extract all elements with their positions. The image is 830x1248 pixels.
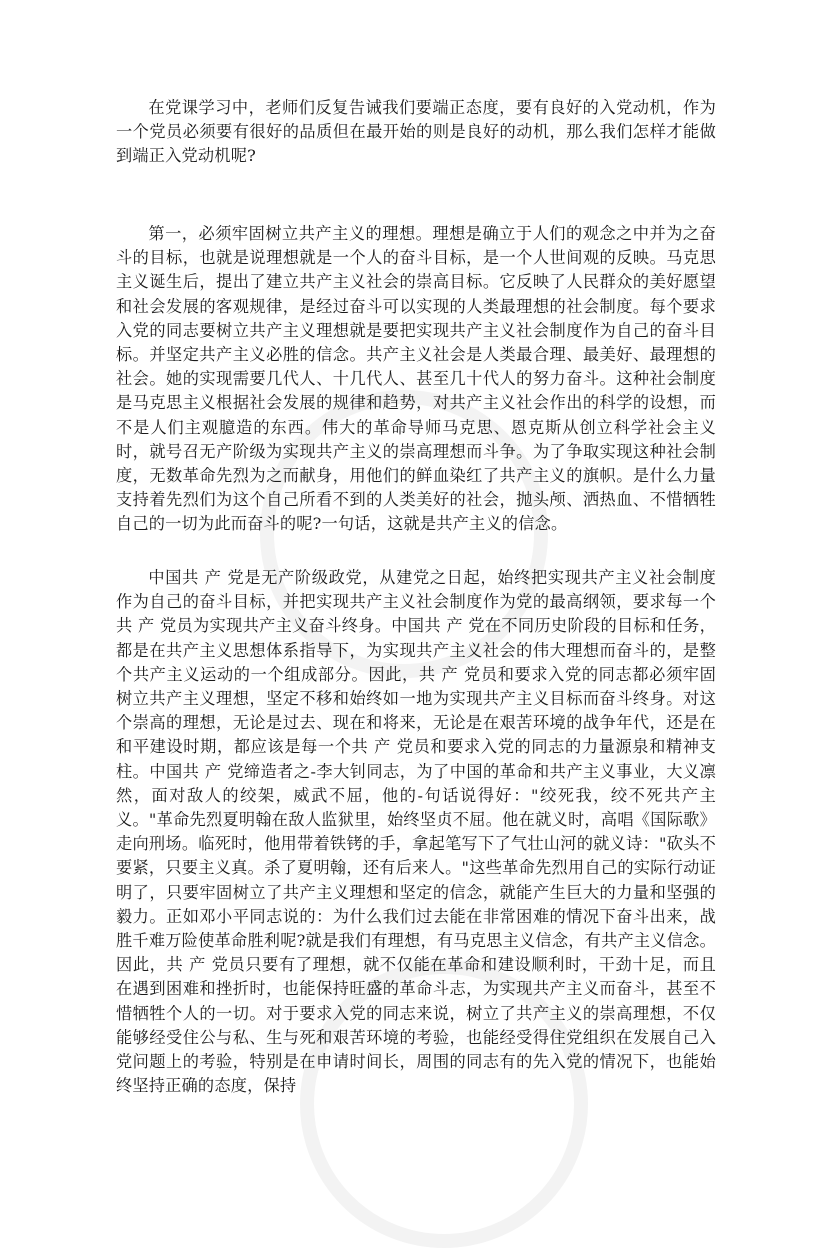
paragraph-party-goal: 中国共 产 党是无产阶级政党，从建党之日起，始终把实现共产主义社会制度作为自己的奋斗目标，并把实现共产主义社会制度作为党的最高纲领，要求每一个共 产 党员为实现共产主义奋斗终身。中国共 产 党在不同历史阶段的目标和任务，都是在共产主义思想体系指导下，为实现共产主义社会的伟大理想而奋斗的，是整个共产主义运动的一个组成部分。因此，共 产 党员和要求入党的同志都必须牢固树立共产主义理想，坚定不移和始终如一地为实现共产主义目标而奋斗终身。对这个崇高的理想，无论是过去、现在和将来，无论是在艰苦环境的战争年代，还是在和平建设时期，都应该是每一个共 产 党员和要求入党的同志的力量源泉和精神支柱。中国共 产 党缔造者之-李大钊同志，为了中国的革命和共产主义事业，大义凛然，面对敌人的绞架，威武不屈，他的-句话说得好："绞死我，绞不死共产主义。"革命先烈夏明翰在敌人监狱里，始终坚贞不屈。他在就义时，高唱《国际歌》走向刑场。临死时，他用带着铁铐的手，拿起笔写下了气壮山河的就义诗："砍头不要紧，只要主义真。杀了夏明翰，还有后来人。"这些革命先烈用自己的实际行动证明了，只要牢固树立了共产主义理想和坚定的信念，就能产生巨大的力量和坚强的毅力。正如邓小平同志说的：为什么我们过去能在非常困难的情况下奋斗出来，战胜千难万险使革命胜利呢?就是我们有理想，有马克思主义信念，有共产主义信念。因此，共 产 党员只要有了理想，就不仅能在革命和建设顺利时，干劲十足，而且在遇到困难和挫折时，也能保持旺盛的革命斗志，为实现共产主义而奋斗，甚至不惜牺牲个人的一切。对于要求入党的同志来说，树立了共产主义的崇高理想，不仅能够经受住公与私、生与死和艰苦环境的考验，也能经受得住党组织在发展自己入党问题上的考验，特别是在申请时间长，周围的同志有的先入党的情况下，也能始终坚持正确的态度，保持 [116,568,716,1096]
paragraph-first-point: 第一，必须牢固树立共产主义的理想。理想是确立于人们的观念之中并为之奋斗的目标，也就是说理想就是一个人的奋斗目标，是一个人世间观的反映。马克思主义诞生后，提出了建立共产主义社会的崇高目标。它反映了人民群众的美好愿望和社会发展的客观规律，是经过奋斗可以实现的人类最理想的社会制度。每个要求入党的同志要树立共产主义理想就是要把实现共产主义社会制度作为自己的奋斗目标。并坚定共产主义必胜的信念。共产主义社会是人类最合理、最美好、最理想的社会。她的实现需要几代人、十几代人、甚至几十代人的努力奋斗。这种社会制度是马克思主义根据社会发展的规律和趋势，对共产主义社会作出的科学的设想，而不是人们主观臆造的东西。伟大的革命导师马克思、恩克斯从创立科学社会主义时，就号召无产阶级为实现共产主义的崇高理想而斗争。为了争取实现这种社会制度，无数革命先烈为之而献身，用他们的鲜血染红了共产主义的旗帜。是什么力量支持着先烈们为这个自己所看不到的人类美好的社会，抛头颅、洒热血、不惜牺牲自己的一切为此而奋斗的呢?一句话，这就是共产主义的信念。 [116,224,716,534]
paragraph-intro: 在党课学习中，老师们反复告诫我们要端正态度，要有良好的入党动机，作为一个党员必须要有很好的品质但在最开始的则是良好的动机，那么我们怎样才能做到端正入党动机呢? [116,98,716,166]
